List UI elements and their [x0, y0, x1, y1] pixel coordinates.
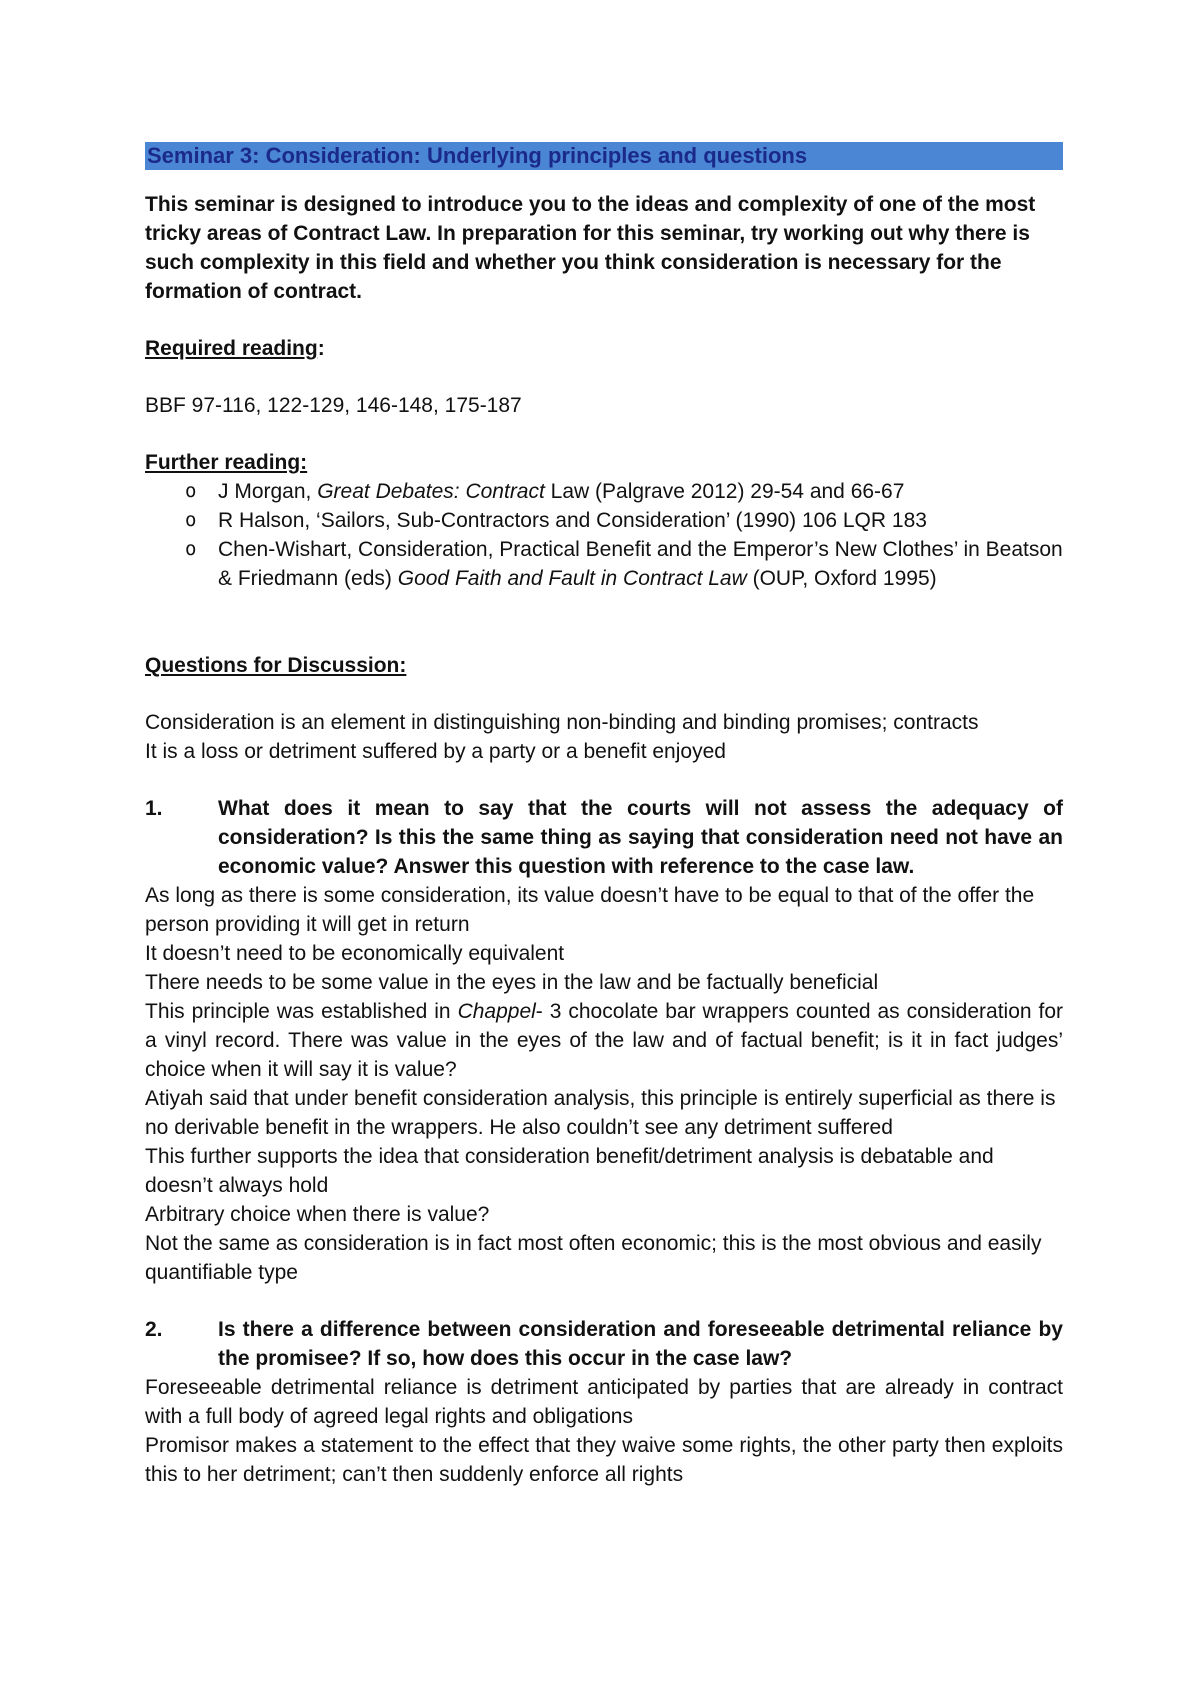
question-number: 1. [145, 797, 163, 820]
answer-line: Arbitrary choice when there is value? [145, 1203, 490, 1226]
answer-text: - 3 chocolate bar wrappers counted as consideration for a vinyl record. There was value in the eyes of the law and of factual benefit; is it in fact judges’ choice when it will say it is value? [145, 1000, 1064, 1081]
answer-line: As long as there is some consideration, its value doesn’t have to be equal to that of the offer the person providing it will get in return [145, 884, 1035, 936]
question-2 [145, 1315, 1063, 1373]
reading-text: J Morgan, [218, 480, 318, 503]
required-reading-heading [145, 334, 1063, 363]
bullet-icon: o [185, 480, 197, 502]
answer-line: Not the same as consideration is in fact most often economic; this is the most obvious and easily quantifiable type [145, 1232, 1042, 1284]
reading-title: Good Faith and Fault in Contract Law [397, 567, 747, 590]
question-1 [145, 794, 1063, 881]
answer-line: It doesn’t need to be economically equivalent [145, 942, 565, 965]
discussion-heading: Questions for Discussion: [145, 654, 407, 677]
bullet-icon: o [185, 509, 197, 531]
intro-paragraph: This seminar is designed to introduce you to the ideas and complexity of one of the most tricky areas of Contract Law. In preparation for this seminar, try working out why there is such complexity in this field and whether you think consideration is necessary for the formation of contract. [145, 193, 1036, 303]
required-reading-label: Required reading [145, 337, 318, 360]
discussion-intro-line: Consideration is an element in distinguishing non-binding and binding promises; contracts [145, 711, 979, 734]
answer-line: There needs to be some value in the eyes in the law and be factually beneficial [145, 971, 879, 994]
answer-line: Foreseeable detrimental reliance is detriment anticipated by parties that are already in contract with a full body of agreed legal rights and obligations [145, 1376, 1063, 1428]
reading-text: Chen-Wishart, Consideration, Practical Benefit and the Emperor’s New Clothes’ in Beatson & Friedmann (eds) [218, 538, 1063, 590]
further-reading-item [145, 477, 1063, 506]
case-name: Chappel [457, 1000, 536, 1023]
question-text: Is there a difference between consideration and foreseeable detrimental reliance by the promisee? If so, how does this occur in the case law? [218, 1318, 1063, 1370]
answer-line: Promisor makes a statement to the effect that they waive some rights, the other party then exploits this to her detriment; can’t then suddenly enforce all rights [145, 1434, 1063, 1486]
question-number: 2. [145, 1318, 163, 1341]
question-text: What does it mean to say that the courts will not assess the adequacy of consideration? Is this the same thing as saying that consideration need not have an economic value? Answer this question with reference to the case law. [218, 797, 1063, 878]
answer-line: Atiyah said that under benefit consideration analysis, this principle is entirely superficial as there is no derivable benefit in the wrappers. He also couldn’t see any detriment suffered [145, 1087, 1056, 1139]
discussion-intro-line: It is a loss or detriment suffered by a party or a benefit enjoyed [145, 740, 726, 763]
required-reading-colon: : [317, 337, 325, 360]
answer-line-chappel [145, 997, 1063, 1084]
reading-title: Great Debates: Contract [317, 480, 545, 503]
reading-text: (OUP, Oxford 1995) [746, 567, 937, 590]
page-title: Seminar 3: Consideration: Underlying principles and questions [145, 142, 1063, 170]
reading-text: R Halson, ‘Sailors, Sub-Contractors and Consideration’ (1990) 106 LQR 183 [218, 509, 927, 532]
document-page [145, 142, 1063, 1489]
bullet-icon: o [185, 538, 197, 560]
answer-text: This principle was established in [145, 1000, 458, 1023]
further-reading-heading: Further reading: [145, 451, 308, 474]
reading-text: Law (Palgrave 2012) 29-54 and 66-67 [544, 480, 905, 503]
further-reading-item [145, 506, 1063, 535]
further-reading-list [145, 477, 1063, 593]
required-reading-pages: BBF 97-116, 122-129, 146-148, 175-187 [145, 394, 522, 417]
further-reading-item [145, 535, 1063, 593]
answer-line: This further supports the idea that consideration benefit/detriment analysis is debatable and doesn’t always hold [145, 1145, 994, 1197]
